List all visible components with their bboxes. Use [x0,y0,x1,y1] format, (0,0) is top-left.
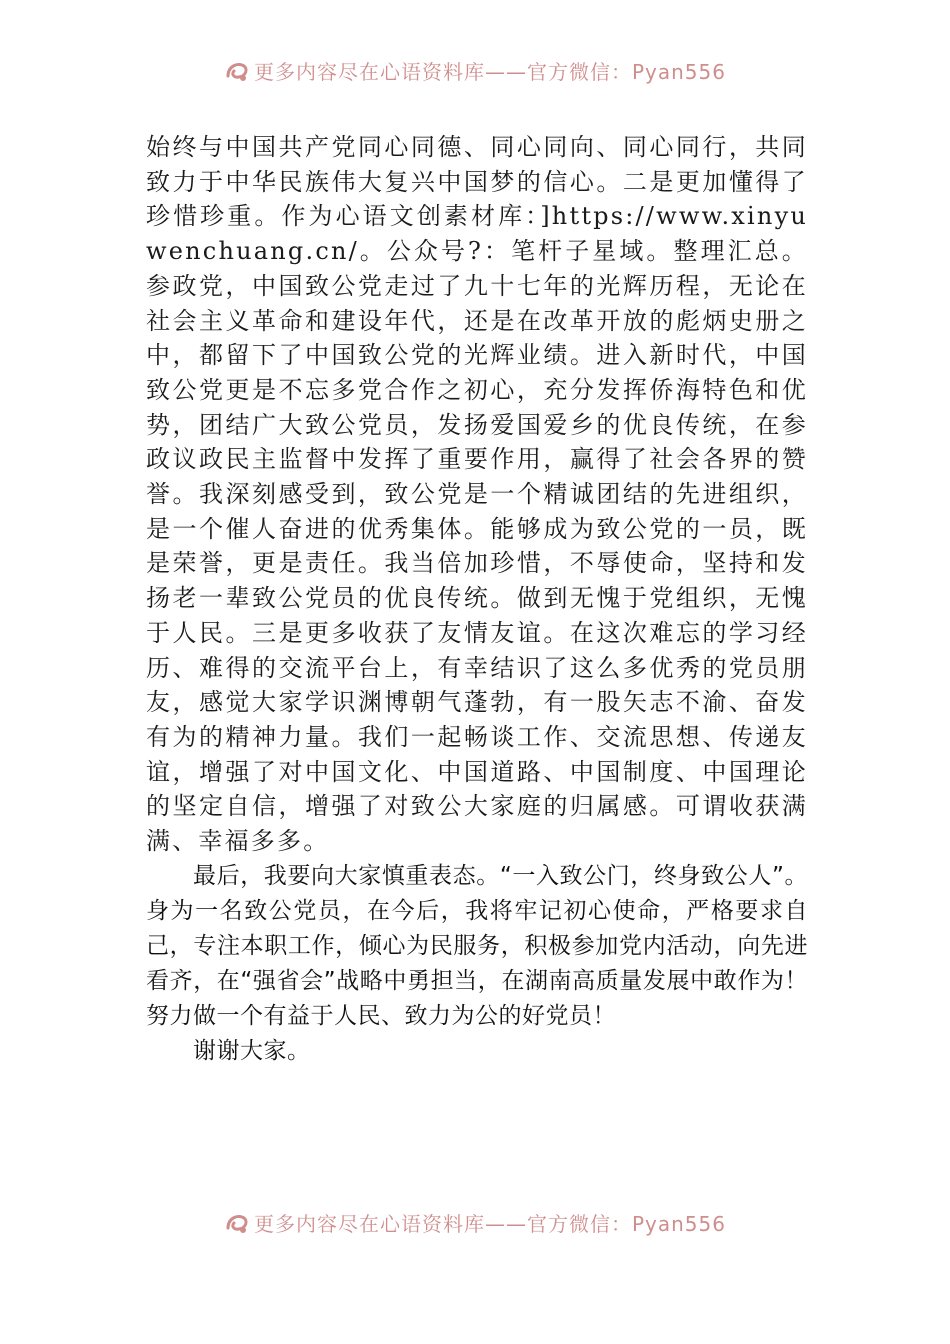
watermark-logo-icon [224,58,250,84]
header-watermark [0,56,950,85]
body-paragraph-main: 始终与中国共产党同心同德、同心同向、同心同行，共同致力于中华民族伟大复兴中国梦的信心。二是更加懂得了珍惜珍重。作为心语文创素材库：]https://www.xinyuwenchuang.cn/。公众号?：笔杆子星域。整理汇总。参政党，中国致公党走过了九十七年的光辉历程，无论在社会主义革命和建设年代，还是在改革开放的彪炳史册之中，都留下了中国致公党的光辉业绩。进入新时代，中国致公党更是不忘多党合作之初心，充分发挥侨海特色和优势，团结广大致公党员，发扬爱国爱乡的优良传统，在参政议政民主监督中发挥了重要作用，赢得了社会各界的赞誉。我深刻感受到，致公党是一个精诚团结的先进组织，是一个催人奋进的优秀集体。能够成为致公党的一员，既是荣誉，更是责任。我当倍加珍惜，不辱使命，坚持和发扬老一辈致公党员的优良传统。做到无愧于党组织，无愧于人民。三是更多收获了友情友谊。在这次难忘的学习经历、难得的交流平台上，有幸结识了这么多优秀的党员朋友，感觉大家学识渊博朝气蓬勃，有一股矢志不渝、奋发有为的精神力量。我们一起畅谈工作、交流思想、传递友谊，增强了对中国文化、中国道路、中国制度、中国理论的坚定自信，增强了对致公大家庭的归属感。可谓收获满满、幸福多多。 [146,133,808,856]
body-paragraph-closing: 最后，我要向大家慎重表态。“一入致公门，终身致公人”。身为一名致公党员，在今后，我将牢记初心使命，严格要求自己，专注本职工作，倾心为民服务，积极参加党内活动，向先进看齐，在“强省会”战略中勇担当，在湖南高质量发展中敢作为！努力做一个有益于人民、致力为公的好党员！ [146,862,808,1029]
footer-watermark [0,1208,950,1237]
watermark-logo-icon [224,1210,250,1236]
header-watermark-text: 更多内容尽在心语资料库——官方微信：Pyan556 [253,60,726,84]
document-body [146,130,808,1069]
footer-watermark-text: 更多内容尽在心语资料库——官方微信：Pyan556 [253,1212,726,1236]
body-paragraph-thanks: 谢谢大家。 [193,1037,311,1064]
